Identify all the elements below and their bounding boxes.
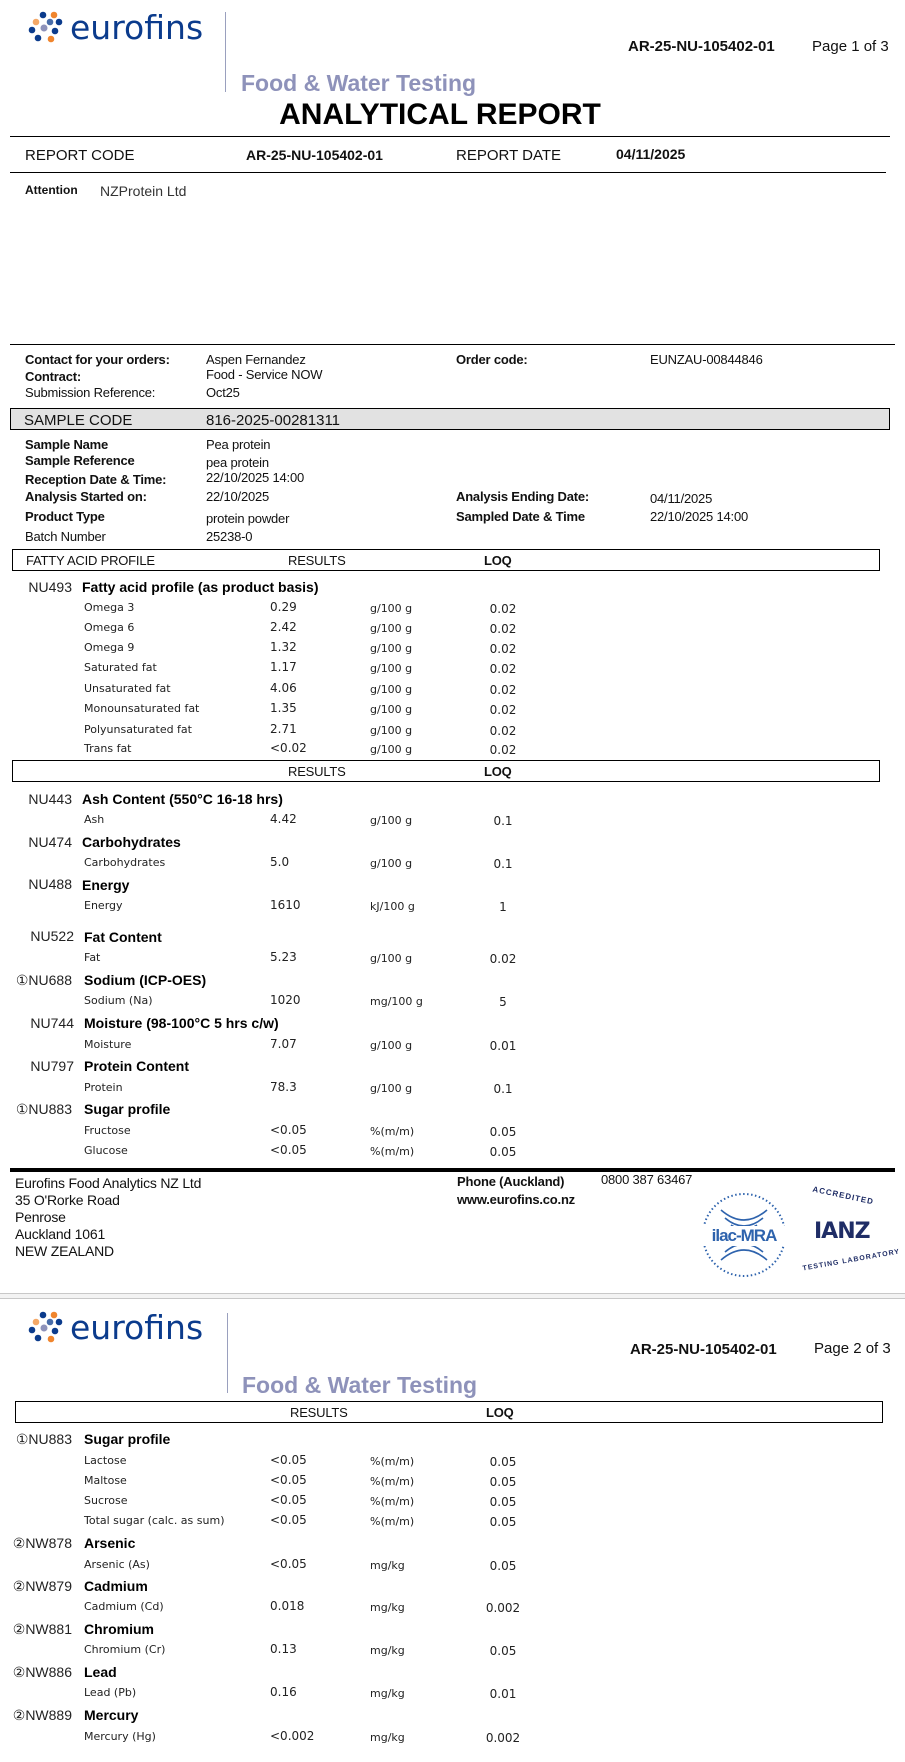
- loq-header: LOQ: [486, 1405, 514, 1420]
- param-unit: mg/kg: [370, 1731, 405, 1744]
- param-loq: 0.02: [489, 743, 517, 757]
- param-name: Total sugar (calc. as sum): [84, 1514, 225, 1527]
- fatty-acid-section-header: [12, 549, 880, 571]
- param-unit: mg/kg: [370, 1559, 405, 1572]
- param-unit: g/100 g: [370, 1082, 413, 1095]
- param-loq: 0.002: [485, 1731, 521, 1745]
- analysis-start-label: Analysis Started on:: [25, 489, 147, 504]
- sample-code-value: 816-2025-00281311: [206, 412, 341, 429]
- eurofins-logo-icon: [28, 10, 64, 44]
- test-code: ②NW878: [12, 1535, 72, 1551]
- test-title: Ash Content (550°C 16-18 hrs): [82, 791, 283, 807]
- footnote-marker: ②: [12, 1535, 26, 1551]
- ianz-testing-label: TESTING LABORATORY: [802, 1248, 901, 1273]
- param-unit: %(m/m): [370, 1125, 415, 1138]
- contract-value: Food - Service NOW: [206, 367, 323, 382]
- param-unit: g/100 g: [370, 724, 413, 737]
- param-value: <0.002: [270, 1729, 315, 1743]
- test-title: Protein Content: [84, 1058, 189, 1074]
- param-name: Carbohydrates: [84, 856, 166, 869]
- reception-value: 22/10/2025 14:00: [206, 470, 305, 485]
- section-label: FATTY ACID PROFILE: [26, 553, 155, 568]
- param-value: 0.13: [270, 1642, 297, 1656]
- logo-wordmark: eurofins: [70, 1307, 204, 1347]
- divider: [10, 136, 890, 137]
- param-unit: g/100 g: [370, 662, 413, 675]
- param-unit: %(m/m): [370, 1455, 415, 1468]
- reception-label: Reception Date & Time:: [25, 472, 167, 487]
- ilac-mra-badge: [699, 1190, 789, 1280]
- param-loq: 0.05: [489, 1125, 517, 1139]
- param-name: Cadmium (Cd): [84, 1600, 164, 1613]
- param-value: 1020: [270, 993, 301, 1007]
- submission-value: Oct25: [206, 385, 240, 400]
- submission-label: Submission Reference:: [25, 385, 156, 400]
- order-code-label: Order code:: [456, 352, 528, 367]
- footer-country: NEW ZEALAND: [15, 1243, 114, 1259]
- param-value: 4.06: [270, 681, 297, 695]
- footnote-marker: ②: [12, 1664, 26, 1680]
- divider: [10, 344, 895, 345]
- param-unit: g/100 g: [370, 683, 413, 696]
- test-title: Carbohydrates: [82, 834, 181, 850]
- param-unit: g/100 g: [370, 602, 413, 615]
- test-code: ①NU883: [15, 1431, 72, 1447]
- param-loq: 0.02: [489, 602, 517, 616]
- test-code: NU443: [28, 791, 72, 807]
- param-value: <0.05: [270, 1557, 307, 1571]
- sample-code-bar: [10, 408, 890, 430]
- test-code: ①NU883: [15, 1101, 72, 1117]
- param-name: Maltose: [84, 1474, 127, 1487]
- param-loq: 0.01: [489, 1039, 517, 1053]
- footnote-marker: ②: [12, 1707, 26, 1723]
- analysis-end-value: 04/11/2025: [650, 491, 713, 506]
- param-name: Lead (Pb): [84, 1686, 137, 1699]
- param-loq: 0.02: [489, 642, 517, 656]
- param-name: Saturated fat: [84, 661, 157, 674]
- footnote-marker: ①: [15, 1431, 29, 1447]
- param-loq: 0.02: [489, 683, 517, 697]
- footer-address-line2: Penrose: [15, 1209, 66, 1225]
- param-name: Fructose: [84, 1124, 131, 1137]
- param-value: 5.0: [270, 855, 290, 869]
- param-value: 2.71: [270, 722, 297, 736]
- eurofins-logo-icon: [28, 1310, 64, 1344]
- param-loq: 0.05: [489, 1559, 517, 1573]
- divider: [10, 172, 886, 173]
- param-unit: mg/kg: [370, 1601, 405, 1614]
- param-value: 0.018: [270, 1599, 305, 1613]
- test-code: NU493: [28, 579, 72, 595]
- eurofins-logo: [28, 7, 204, 47]
- report-code-value: AR-25-NU-105402-01: [246, 147, 383, 163]
- param-value: 1.35: [270, 701, 297, 715]
- param-name: Omega 3: [84, 601, 135, 614]
- product-type-value: protein powder: [206, 511, 290, 526]
- param-name: Unsaturated fat: [84, 682, 171, 695]
- header-page-number: Page 2 of 3: [814, 1340, 891, 1357]
- param-loq: 0.05: [489, 1644, 517, 1658]
- footnote-marker: ①: [15, 972, 29, 988]
- param-value: 0.29: [270, 600, 297, 614]
- param-loq: 0.05: [489, 1455, 517, 1469]
- param-loq: 0.02: [489, 662, 517, 676]
- param-loq: 0.02: [489, 703, 517, 717]
- param-loq: 0.002: [485, 1601, 521, 1615]
- test-title: Moisture (98-100°C 5 hrs c/w): [84, 1015, 279, 1031]
- page-title: ANALYTICAL REPORT: [279, 98, 601, 131]
- division-title: Food & Water Testing: [242, 1372, 478, 1398]
- param-value: 0.16: [270, 1685, 297, 1699]
- ilac-mra-label: ilac-MRA: [699, 1226, 789, 1246]
- report-date-label: REPORT DATE: [456, 147, 562, 164]
- results-section-header: [12, 760, 880, 782]
- order-code-value: EUNZAU-00844846: [650, 352, 763, 367]
- param-name: Sucrose: [84, 1494, 128, 1507]
- test-code: NU488: [28, 876, 72, 892]
- test-code: NU522: [30, 928, 74, 944]
- attention-value: NZProtein Ltd: [100, 183, 187, 199]
- param-loq: 5: [499, 995, 507, 1009]
- param-name: Omega 6: [84, 621, 135, 634]
- param-value: <0.02: [270, 741, 307, 755]
- param-name: Fat: [84, 951, 101, 964]
- param-value: <0.05: [270, 1123, 307, 1137]
- param-unit: g/100 g: [370, 703, 413, 716]
- param-loq: 0.05: [489, 1145, 517, 1159]
- test-title: Chromium: [84, 1621, 154, 1637]
- header-report-code: AR-25-NU-105402-01: [628, 38, 775, 55]
- param-name: Arsenic (As): [84, 1558, 150, 1571]
- param-name: Sodium (Na): [84, 994, 153, 1007]
- param-name: Energy: [84, 899, 123, 912]
- footnote-marker: ②: [12, 1578, 26, 1594]
- test-title: Sugar profile: [84, 1101, 171, 1117]
- loq-header: LOQ: [484, 553, 512, 568]
- ianz-label: IANZ: [814, 1219, 870, 1244]
- param-unit: kJ/100 g: [370, 900, 415, 913]
- header-divider: [225, 12, 226, 92]
- results-section-header: [15, 1401, 883, 1423]
- param-loq: 0.1: [493, 1082, 513, 1096]
- analysis-end-label: Analysis Ending Date:: [456, 489, 590, 504]
- sample-name-value: Pea protein: [206, 437, 271, 452]
- param-unit: g/100 g: [370, 814, 413, 827]
- contact-value: Aspen Fernandez: [206, 352, 306, 367]
- test-code: ②NW886: [12, 1664, 72, 1680]
- test-title: Fatty acid profile (as product basis): [82, 579, 319, 595]
- param-name: Glucose: [84, 1144, 128, 1157]
- param-unit: mg/kg: [370, 1644, 405, 1657]
- param-value: 5.23: [270, 950, 297, 964]
- contact-label: Contact for your orders:: [25, 352, 170, 367]
- sample-reference-label: Sample Reference: [25, 453, 135, 468]
- param-value: <0.05: [270, 1453, 307, 1467]
- param-name: Moisture: [84, 1038, 132, 1051]
- header-page-number: Page 1 of 3: [812, 38, 889, 55]
- param-unit: g/100 g: [370, 857, 413, 870]
- footnote-marker: ②: [12, 1621, 26, 1637]
- footer-address-line3: Auckland 1061: [15, 1226, 106, 1242]
- logo-wordmark: eurofins: [70, 7, 204, 47]
- param-name: Mercury (Hg): [84, 1730, 156, 1743]
- test-title: Mercury: [84, 1707, 139, 1723]
- param-unit: mg/kg: [370, 1687, 405, 1700]
- footer-phone-value: 0800 387 63467: [601, 1172, 693, 1187]
- eurofins-logo: [28, 1307, 204, 1347]
- report-date-value: 04/11/2025: [616, 146, 686, 162]
- test-title: Sugar profile: [84, 1431, 171, 1447]
- test-title: Lead: [84, 1664, 117, 1680]
- results-header: RESULTS: [288, 553, 346, 568]
- param-value: <0.05: [270, 1493, 307, 1507]
- param-loq: 1: [499, 900, 507, 914]
- param-name: Polyunsaturated fat: [84, 723, 192, 736]
- ianz-accredited-label: ACCREDITED: [811, 1184, 875, 1207]
- test-title: Energy: [82, 877, 130, 893]
- test-code: ②NW879: [12, 1578, 72, 1594]
- test-title: Sodium (ICP-OES): [84, 972, 207, 988]
- param-name: Monounsaturated fat: [84, 702, 200, 715]
- param-unit: mg/100 g: [370, 995, 423, 1008]
- param-unit: %(m/m): [370, 1475, 415, 1488]
- param-unit: g/100 g: [370, 622, 413, 635]
- test-code: NU474: [28, 834, 72, 850]
- param-unit: g/100 g: [370, 642, 413, 655]
- footer-address-line1: 35 O'Rorke Road: [15, 1192, 120, 1208]
- param-value: 4.42: [270, 812, 297, 826]
- param-unit: %(m/m): [370, 1495, 415, 1508]
- test-code: ②NW881: [12, 1621, 72, 1637]
- param-name: Omega 9: [84, 641, 135, 654]
- analysis-start-value: 22/10/2025: [206, 489, 270, 504]
- param-loq: 0.05: [489, 1515, 517, 1529]
- results-header: RESULTS: [290, 1405, 348, 1420]
- report-code-label: REPORT CODE: [25, 147, 135, 164]
- param-loq: 0.02: [489, 952, 517, 966]
- test-code: ①NU688: [15, 972, 72, 988]
- test-code: ②NW889: [12, 1707, 72, 1723]
- test-code: NU797: [30, 1058, 74, 1074]
- footer-website-link[interactable]: www.eurofins.co.nz: [457, 1192, 575, 1207]
- param-value: 1610: [270, 898, 301, 912]
- sampled-value: 22/10/2025 14:00: [650, 509, 749, 524]
- footnote-marker: ①: [15, 1101, 29, 1117]
- header-divider: [227, 1313, 228, 1393]
- sample-reference-value: pea protein: [206, 455, 269, 470]
- param-unit: g/100 g: [370, 952, 413, 965]
- param-value: 7.07: [270, 1037, 297, 1051]
- param-loq: 0.1: [493, 814, 513, 828]
- product-type-label: Product Type: [25, 509, 105, 524]
- param-value: 78.3: [270, 1080, 297, 1094]
- attention-label: Attention: [25, 183, 78, 197]
- test-title: Cadmium: [84, 1578, 148, 1594]
- batch-label: Batch Number: [25, 529, 106, 544]
- param-value: <0.05: [270, 1473, 307, 1487]
- param-name: Protein: [84, 1081, 123, 1094]
- param-loq: 0.02: [489, 622, 517, 636]
- division-title: Food & Water Testing: [241, 70, 477, 96]
- footer-company: Eurofins Food Analytics NZ Ltd: [15, 1175, 202, 1191]
- sample-code-label: SAMPLE CODE: [24, 412, 133, 429]
- results-header: RESULTS: [288, 764, 346, 779]
- param-unit: %(m/m): [370, 1515, 415, 1528]
- param-loq: 0.1: [493, 857, 513, 871]
- test-code: NU744: [30, 1015, 74, 1031]
- test-title: Arsenic: [84, 1535, 136, 1551]
- param-value: 1.17: [270, 660, 297, 674]
- test-title: Fat Content: [84, 929, 162, 945]
- param-value: 1.32: [270, 640, 297, 654]
- param-unit: g/100 g: [370, 743, 413, 756]
- header-report-code: AR-25-NU-105402-01: [630, 1341, 777, 1358]
- param-name: Lactose: [84, 1454, 127, 1467]
- contract-label: Contract:: [25, 369, 81, 384]
- sample-name-label: Sample Name: [25, 437, 109, 452]
- param-unit: g/100 g: [370, 1039, 413, 1052]
- param-loq: 0.05: [489, 1495, 517, 1509]
- ianz-badge: [802, 1184, 901, 1281]
- loq-header: LOQ: [484, 764, 512, 779]
- param-unit: %(m/m): [370, 1145, 415, 1158]
- param-value: <0.05: [270, 1513, 307, 1527]
- footer-rule: [10, 1168, 895, 1172]
- param-loq: 0.05: [489, 1475, 517, 1489]
- page-separator: [0, 1293, 905, 1299]
- sampled-label: Sampled Date & Time: [456, 509, 585, 524]
- param-loq: 0.02: [489, 724, 517, 738]
- param-name: Trans fat: [84, 742, 132, 755]
- param-loq: 0.01: [489, 1687, 517, 1701]
- param-name: Ash: [84, 813, 105, 826]
- param-name: Chromium (Cr): [84, 1643, 166, 1656]
- param-value: <0.05: [270, 1143, 307, 1157]
- param-value: 2.42: [270, 620, 297, 634]
- footer-phone-label: Phone (Auckland): [457, 1174, 565, 1189]
- batch-value: 25238-0: [206, 529, 253, 544]
